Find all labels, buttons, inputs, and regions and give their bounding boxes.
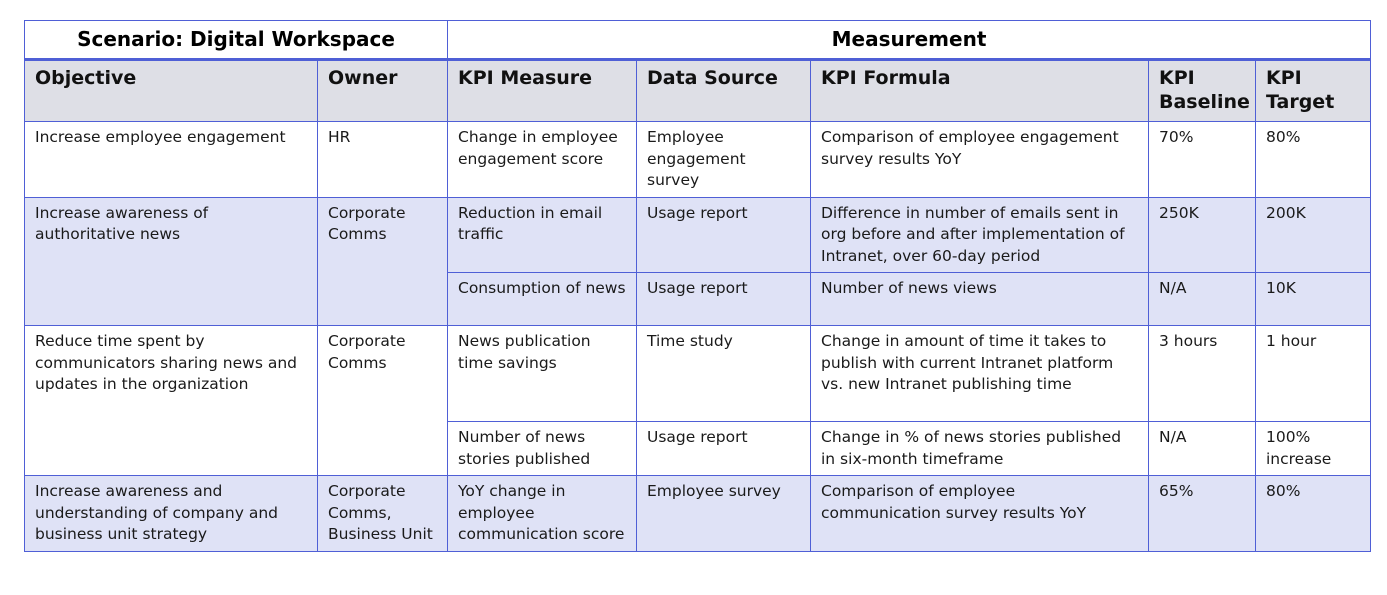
data-source-cell: Usage report: [637, 422, 811, 476]
owner-cell: Corporate Comms: [318, 326, 448, 476]
kpi-baseline-cell: N/A: [1149, 273, 1256, 326]
kpi-formula-cell: Change in amount of time it takes to publish with current Intranet platform vs. new Intranet publishing time: [811, 326, 1149, 422]
data-source-cell: Employee engagement survey: [637, 122, 811, 198]
kpi-target-cell: 80%: [1256, 476, 1371, 552]
column-header-owner: Owner: [318, 60, 448, 122]
column-header-kpi-formula: KPI Formula: [811, 60, 1149, 122]
kpi-formula-cell: Comparison of employee engagement survey results YoY: [811, 122, 1149, 198]
kpi-target-cell: 80%: [1256, 122, 1371, 198]
kpi-formula-cell: Difference in number of emails sent in org before and after implementation of Intranet, over 60-day period: [811, 197, 1149, 273]
owner-cell: Corporate Comms, Business Unit: [318, 476, 448, 552]
kpi-measure-cell: YoY change in employee communication score: [448, 476, 637, 552]
kpi-target-cell: 1 hour: [1256, 326, 1371, 422]
kpi-baseline-cell: 250K: [1149, 197, 1256, 273]
table-row: [25, 197, 1371, 273]
kpi-measure-cell: Number of news stories published: [448, 422, 637, 476]
kpi-baseline-cell: N/A: [1149, 422, 1256, 476]
kpi-measure-cell: Change in employee engagement score: [448, 122, 637, 198]
objective-cell: Increase employee engagement: [25, 122, 318, 198]
kpi-measure-cell: Reduction in email traffic: [448, 197, 637, 273]
kpi-formula-cell: Comparison of employee communication survey results YoY: [811, 476, 1149, 552]
kpi-target-cell: 200K: [1256, 197, 1371, 273]
table-row: [25, 122, 1371, 198]
kpi-baseline-cell: 65%: [1149, 476, 1256, 552]
objective-cell: Reduce time spent by communicators sharing news and updates in the organization: [25, 326, 318, 476]
data-source-cell: Time study: [637, 326, 811, 422]
kpi-formula-cell: Change in % of news stories published in six-month timeframe: [811, 422, 1149, 476]
column-header-kpi-baseline: KPI Baseline: [1149, 60, 1256, 122]
data-source-cell: Employee survey: [637, 476, 811, 552]
owner-cell: Corporate Comms: [318, 197, 448, 326]
table-row: [25, 326, 1371, 422]
scenario-header: Scenario: Digital Workspace: [25, 21, 448, 60]
objective-cell: Increase awareness and understanding of company and business unit strategy: [25, 476, 318, 552]
column-header-kpi-measure: KPI Measure: [448, 60, 637, 122]
data-source-cell: Usage report: [637, 197, 811, 273]
objective-cell: Increase awareness of authoritative news: [25, 197, 318, 326]
column-header-objective: Objective: [25, 60, 318, 122]
data-source-cell: Usage report: [637, 273, 811, 326]
table-row: [25, 476, 1371, 552]
kpi-table: [24, 20, 1371, 552]
group-header-row: [25, 21, 1371, 60]
measurement-header: Measurement: [448, 21, 1371, 60]
column-header-kpi-target: KPI Target: [1256, 60, 1371, 122]
kpi-target-cell: 100% increase: [1256, 422, 1371, 476]
owner-cell: HR: [318, 122, 448, 198]
kpi-baseline-cell: 70%: [1149, 122, 1256, 198]
kpi-target-cell: 10K: [1256, 273, 1371, 326]
column-header-row: [25, 60, 1371, 122]
kpi-formula-cell: Number of news views: [811, 273, 1149, 326]
column-header-data-source: Data Source: [637, 60, 811, 122]
kpi-measure-cell: News publication time savings: [448, 326, 637, 422]
kpi-measure-cell: Consumption of news: [448, 273, 637, 326]
kpi-baseline-cell: 3 hours: [1149, 326, 1256, 422]
